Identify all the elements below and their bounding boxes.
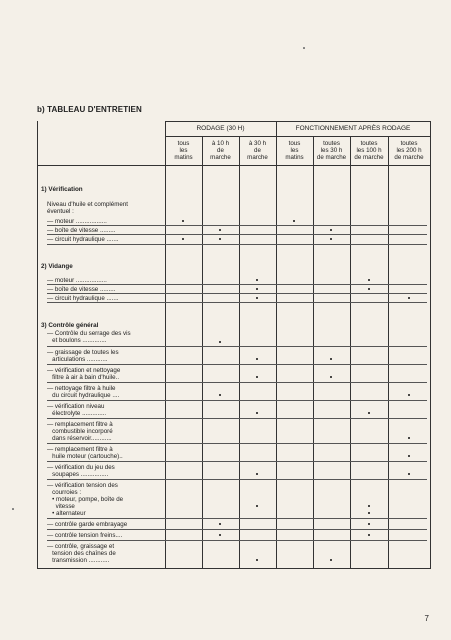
section-title-verification: 1) Vérification: [41, 186, 83, 193]
row-label: — boîte de vitesse .........: [47, 227, 116, 234]
row-label: — moteur ..................: [47, 277, 107, 284]
check-dot: [256, 288, 258, 290]
row-label: — vérification et nettoyage: [47, 367, 121, 374]
check-dot: [256, 505, 258, 507]
row-rule: [47, 529, 427, 530]
table-top-border: [165, 121, 431, 122]
check-dot: [408, 473, 410, 475]
check-dot: [182, 220, 184, 222]
check-dot: [330, 376, 332, 378]
row-label: — remplacement filtre à: [47, 446, 113, 453]
check-dot: [219, 534, 221, 536]
row-label: — moteur ..................: [47, 218, 107, 225]
check-dot: [330, 559, 332, 561]
row-rule: [47, 346, 427, 347]
row-label: — contrôle garde embrayage: [47, 521, 128, 528]
row-rule: [47, 364, 427, 365]
column-header: à 10 h de marche: [210, 140, 231, 161]
check-dot: [330, 358, 332, 360]
row-label: — graissage de toutes les: [47, 349, 119, 356]
column-header: tous les matins: [285, 140, 304, 161]
group-header-fonctionnement: FONCTIONNEMENT APRÈS RODAGE: [295, 125, 411, 132]
maintenance-table: [37, 121, 431, 569]
row-label: — vérification niveau: [47, 403, 105, 410]
check-dot: [256, 376, 258, 378]
row-label: — vérification tension des: [47, 482, 118, 489]
column-header: toutes les 100 h de marche: [354, 140, 384, 161]
row-label: — circuit hydraulique .......: [47, 295, 119, 302]
col-divider: [239, 136, 240, 568]
row-rule: [47, 293, 427, 294]
check-dot: [368, 534, 370, 536]
page-number: 7: [424, 614, 429, 623]
group-divider: [165, 136, 431, 137]
check-dot: [368, 412, 370, 414]
check-dot: [408, 297, 410, 299]
col-divider: [276, 121, 277, 568]
check-dot: [368, 279, 370, 281]
col-divider: [350, 136, 351, 568]
row-label: du circuit hydraulique ....: [47, 392, 120, 399]
column-header: tous les matins: [174, 140, 193, 161]
row-label: tension des chaînes de: [47, 550, 116, 557]
check-dot: [219, 238, 221, 240]
check-dot: [330, 229, 332, 231]
row-label: combustible incorporé: [47, 428, 113, 435]
row-label: électrolyte ..............: [47, 410, 107, 417]
check-dot: [256, 559, 258, 561]
row-label: — Contrôle du serrage des vis: [47, 330, 131, 337]
row-rule: [47, 400, 427, 401]
check-dot: [256, 358, 258, 360]
row-label: transmission ............: [47, 557, 110, 564]
col-divider: [430, 121, 431, 568]
col-divider: [202, 136, 203, 568]
section-title-controle: 3) Contrôle général: [41, 322, 99, 329]
check-dot: [408, 437, 410, 439]
check-dot: [256, 473, 258, 475]
row-label: — contrôle tension freins....: [47, 532, 123, 539]
row-label: dans réservoir............: [47, 435, 112, 442]
group-header-rodage: RODAGE (30 H): [196, 125, 245, 132]
check-dot: [256, 279, 258, 281]
check-dot: [368, 288, 370, 290]
row-label: articulations ............: [47, 356, 108, 363]
row-label: — contrôle, graissage et: [47, 543, 115, 550]
row-rule: [47, 225, 427, 226]
col-divider: [313, 136, 314, 568]
row-label: — vérification du jeu des: [47, 464, 115, 471]
check-dot: [408, 455, 410, 457]
row-label: • moteur, pompe, boîte de: [47, 496, 124, 503]
row-rule: [47, 382, 427, 383]
row-label: et boulons ..............: [47, 337, 107, 344]
check-dot: [182, 238, 184, 240]
row-label: Niveau d'huile et complément: [47, 201, 128, 208]
row-label: courroies :: [47, 489, 82, 496]
check-dot: [330, 238, 332, 240]
row-label: éventuel :: [47, 208, 74, 215]
row-label: huile moteur (cartouche)..: [47, 453, 123, 460]
row-label: • alternateur: [47, 510, 86, 517]
paper-speck: [12, 508, 14, 510]
row-rule: [47, 244, 427, 245]
section-title-vidange: 2) Vidange: [41, 263, 73, 270]
row-label: soupapes ................: [47, 471, 109, 478]
header-bottom-border: [38, 165, 431, 166]
column-header: toutes les 200 h de marche: [394, 140, 424, 161]
row-label: — circuit hydraulique .......: [47, 236, 119, 243]
row-label: filtre à air à bain d'huile..: [47, 374, 120, 381]
check-dot: [256, 297, 258, 299]
row-rule: [47, 518, 427, 519]
check-dot: [368, 505, 370, 507]
row-rule: [47, 540, 427, 541]
row-label: vitesse: [47, 503, 75, 510]
check-dot: [219, 523, 221, 525]
check-dot: [408, 394, 410, 396]
column-header: toutes les 30 h de marche: [316, 140, 347, 161]
row-rule: [47, 284, 427, 285]
col-divider: [165, 121, 166, 568]
row-label: — nettoyage filtre à huile: [47, 385, 116, 392]
row-rule: [47, 479, 427, 480]
row-rule: [47, 461, 427, 462]
row-rule: [47, 234, 427, 235]
row-rule: [47, 443, 427, 444]
check-dot: [219, 394, 221, 396]
check-dot: [368, 523, 370, 525]
check-dot: [293, 220, 295, 222]
row-rule: [47, 418, 427, 419]
check-dot: [256, 412, 258, 414]
paper-speck: [303, 47, 305, 49]
check-dot: [219, 341, 221, 343]
row-label: — remplacement filtre à: [47, 421, 113, 428]
check-dot: [219, 229, 221, 231]
column-header: à 30 h de marche: [247, 140, 268, 161]
row-rule: [47, 302, 427, 303]
page-title: b) TABLEAU D'ENTRETIEN: [37, 105, 142, 114]
row-label: — boîte de vitesse .........: [47, 286, 116, 293]
col-divider: [388, 136, 389, 568]
check-dot: [368, 512, 370, 514]
